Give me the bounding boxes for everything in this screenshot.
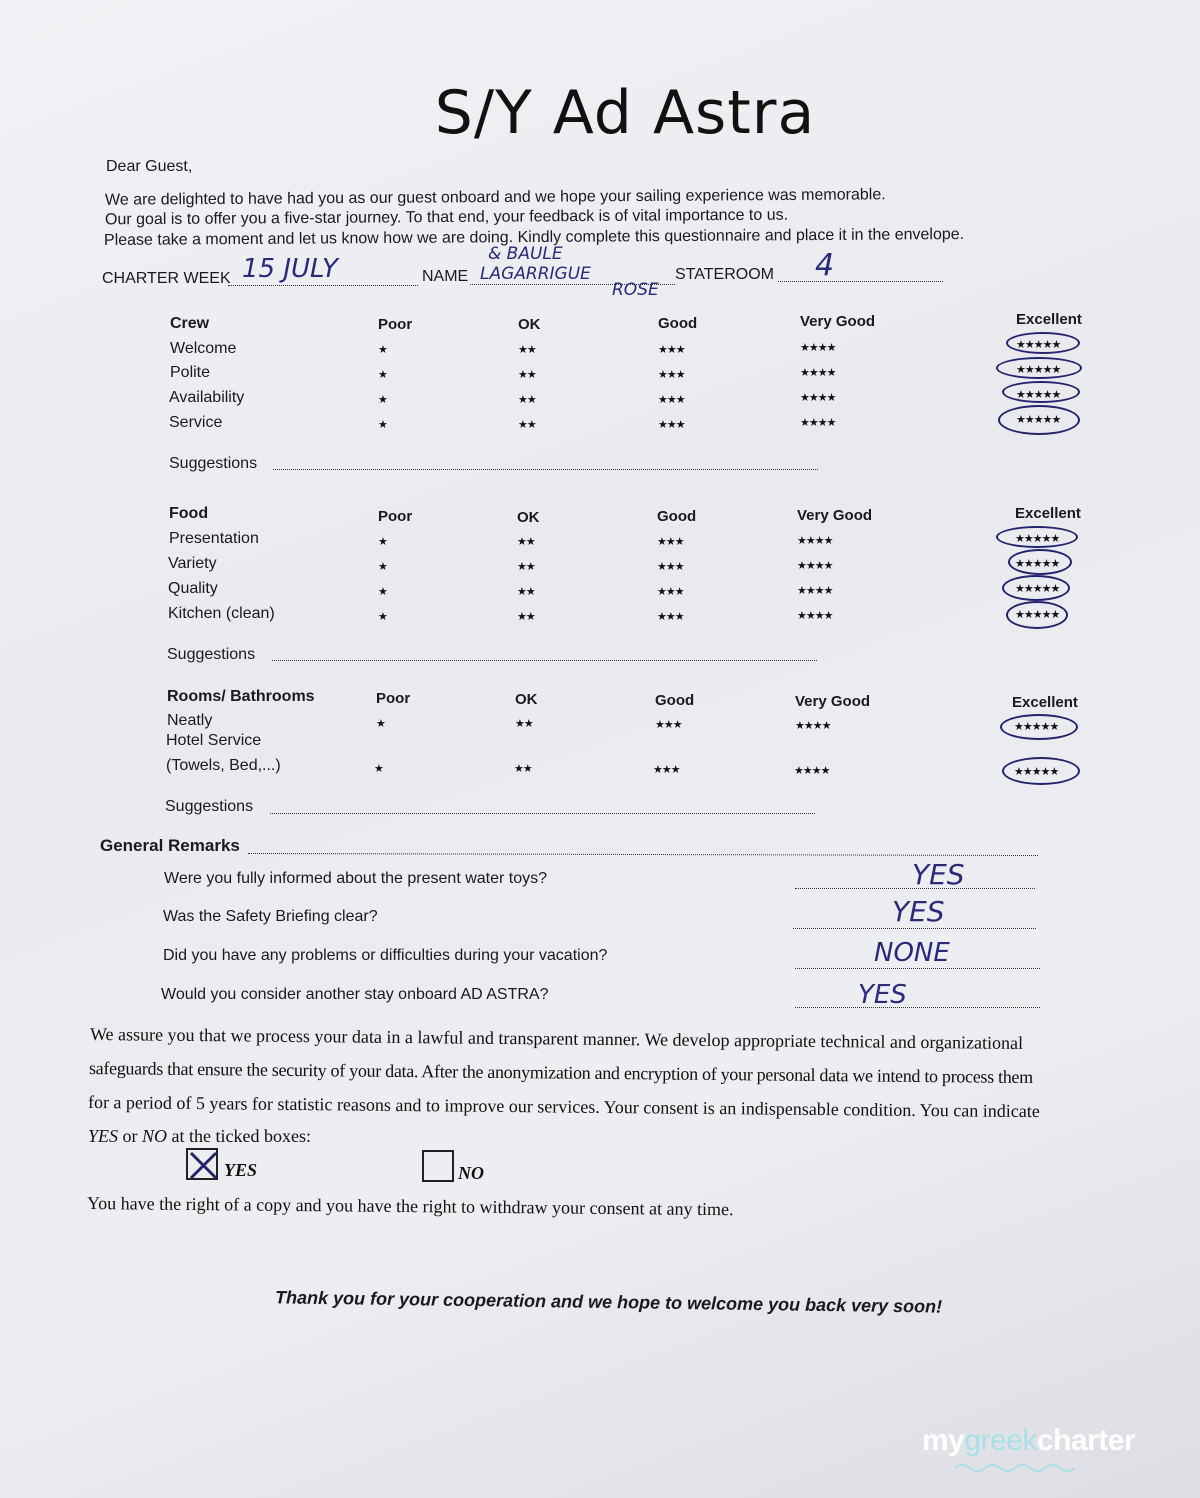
food-kitchen-selection-circle — [1006, 601, 1068, 629]
crew-availability-selection-circle — [1002, 381, 1080, 403]
crew-item-service: Service — [169, 414, 223, 431]
stateroom-value: 4 — [815, 248, 835, 283]
question-another-stay: Would you consider another stay onboard AD ASTRA? — [161, 986, 549, 1003]
name-value-line3: ROSE — [612, 280, 659, 300]
rooms-excellent-header: Excellent — [1012, 694, 1078, 711]
food-presentation-selection-circle — [996, 526, 1078, 548]
food-variety-selection-circle — [1008, 549, 1072, 575]
food-kitchen-good-stars: ★★★ — [657, 611, 684, 623]
food-variety-verygood-stars: ★★★★ — [797, 560, 833, 572]
food-variety-excellent-stars: ★★★★★ — [1015, 558, 1060, 570]
intro-line-3: Please take a moment and let us know how we are doing. Kindly complete this questionnaire and place it in the envelope. — [103, 225, 965, 250]
general-remarks-label: General Remarks — [100, 836, 240, 855]
stateroom-line — [778, 281, 943, 282]
crew-item-welcome: Welcome — [170, 340, 237, 357]
crew-suggestions-label: Suggestions — [169, 455, 258, 472]
food-good-header: Good — [657, 508, 697, 525]
food-quality-good-stars: ★★★ — [657, 586, 684, 598]
crew-service-verygood-stars: ★★★★ — [800, 417, 836, 429]
answer-another-stay: YES — [858, 980, 907, 1010]
rooms-neatly-verygood-stars: ★★★★ — [795, 720, 831, 732]
food-ok-header: OK — [517, 509, 540, 526]
consent-no-checkbox[interactable] — [422, 1150, 454, 1182]
food-quality-poor-stars: ★ — [378, 586, 387, 598]
rooms-neatly-good-stars: ★★★ — [655, 719, 682, 731]
closing-thanks: Thank you for your cooperation and we hope to welcome you back very soon! — [274, 1287, 943, 1317]
rooms-item-towels-bed: (Towels, Bed,...) — [166, 757, 281, 774]
crew-availability-excellent-stars: ★★★★★ — [1016, 389, 1061, 401]
rooms-neatly-ok-stars: ★★ — [515, 718, 533, 730]
question-water-toys: Were you fully informed about the present water toys? — [164, 870, 548, 887]
rooms-good-header: Good — [655, 692, 695, 709]
charter-week-label: CHARTER WEEK — [102, 270, 231, 287]
crew-polite-poor-stars: ★ — [378, 369, 387, 381]
rooms-neatly-excellent-stars: ★★★★★ — [1014, 721, 1059, 733]
food-kitchen-ok-stars: ★★ — [517, 611, 535, 623]
privacy-line-1: We assure you that we process your data in a lawful and transparent manner. We develop appropriate technical and organizational — [89, 1024, 1024, 1053]
crew-service-poor-stars: ★ — [378, 419, 387, 431]
food-heading: Food — [169, 505, 209, 522]
crew-polite-selection-circle — [996, 357, 1082, 379]
food-quality-verygood-stars: ★★★★ — [797, 585, 833, 597]
food-presentation-excellent-stars: ★★★★★ — [1015, 533, 1060, 545]
privacy-or-word: or — [118, 1126, 143, 1146]
crew-polite-good-stars: ★★★ — [658, 369, 685, 381]
rooms-neatly-selection-circle — [1000, 714, 1078, 740]
food-variety-ok-stars: ★★ — [517, 561, 535, 573]
crew-poor-header: Poor — [378, 316, 413, 333]
document-title: S/Y Ad Astra — [434, 78, 816, 148]
name-value-line1: & BAULE — [488, 244, 563, 264]
answer-safety-briefing: YES — [892, 895, 945, 928]
privacy-line-3: for a period of 5 years for statistic reasons and to improve our services. Your consent is an indispensable condition. You can indicate — [87, 1092, 1040, 1122]
crew-polite-verygood-stars: ★★★★ — [800, 367, 836, 379]
watermark-part-greek: greek — [964, 1424, 1037, 1457]
crew-excellent-header: Excellent — [1016, 311, 1082, 328]
food-item-variety: Variety — [168, 555, 217, 572]
crew-availability-good-stars: ★★★ — [658, 394, 685, 406]
answer-line-another-stay — [795, 1007, 1040, 1008]
name-value-line2: LAGARRIGUE — [480, 264, 591, 284]
rooms-suggestions-label: Suggestions — [165, 798, 254, 815]
food-quality-excellent-stars: ★★★★★ — [1015, 583, 1060, 595]
crew-availability-poor-stars: ★ — [378, 394, 387, 406]
crew-suggestions-line — [273, 469, 818, 470]
food-poor-header: Poor — [378, 508, 413, 525]
crew-service-good-stars: ★★★ — [658, 419, 685, 431]
crew-ok-header: OK — [518, 316, 541, 333]
crew-polite-ok-stars: ★★ — [518, 369, 536, 381]
mygreekcharter-watermark — [922, 1424, 1135, 1458]
food-item-kitchen: Kitchen (clean) — [168, 605, 275, 622]
crew-heading: Crew — [170, 315, 210, 332]
food-quality-ok-stars: ★★ — [517, 586, 535, 598]
greeting: Dear Guest, — [106, 158, 193, 175]
food-suggestions-line — [272, 660, 817, 661]
rooms-poor-header: Poor — [376, 690, 411, 707]
rooms-hotel-selection-circle — [1002, 757, 1080, 785]
consent-yes-checkbox[interactable] — [186, 1148, 218, 1180]
privacy-line-4 — [88, 1126, 311, 1147]
answer-problems: NONE — [874, 938, 950, 968]
crew-welcome-excellent-stars: ★★★★★ — [1016, 339, 1061, 351]
crew-welcome-poor-stars: ★ — [378, 344, 387, 356]
crew-good-header: Good — [658, 315, 698, 332]
rooms-hotel-excellent-stars: ★★★★★ — [1014, 766, 1059, 778]
crew-service-excellent-stars: ★★★★★ — [1016, 414, 1061, 426]
rooms-heading: Rooms/ Bathrooms — [167, 688, 315, 705]
food-quality-selection-circle — [1002, 575, 1070, 601]
rooms-hotel-poor-stars: ★ — [374, 763, 383, 775]
crew-service-selection-circle — [998, 405, 1080, 435]
rooms-hotel-verygood-stars: ★★★★ — [794, 765, 830, 777]
privacy-yes-word: YES — [88, 1126, 119, 1146]
crew-polite-excellent-stars: ★★★★★ — [1016, 364, 1061, 376]
crew-availability-verygood-stars: ★★★★ — [800, 392, 836, 404]
rooms-hotel-ok-stars: ★★ — [514, 763, 532, 775]
food-item-presentation: Presentation — [169, 530, 259, 547]
privacy-line4-rest: at the ticked boxes: — [167, 1126, 311, 1146]
food-variety-poor-stars: ★ — [378, 561, 387, 573]
food-presentation-good-stars: ★★★ — [657, 536, 684, 548]
rooms-ok-header: OK — [515, 691, 538, 708]
food-suggestions-label: Suggestions — [167, 646, 256, 663]
intro-line-1: We are delighted to have had you as our guest onboard and we hope your sailing experience was memorable. — [104, 186, 886, 209]
consent-no-label: NO — [458, 1163, 484, 1183]
crew-welcome-verygood-stars: ★★★★ — [800, 342, 836, 354]
crew-very-good-header: Very Good — [800, 313, 876, 330]
charter-week-value: 15 JULY — [242, 254, 338, 284]
watermark-part-charter: charter — [1036, 1424, 1136, 1457]
stateroom-label: STATEROOM — [675, 266, 774, 283]
charter-week-line — [228, 285, 418, 286]
question-problems: Did you have any problems or difficulties during your vacation? — [163, 947, 608, 964]
rooms-neatly-poor-stars: ★ — [376, 718, 385, 730]
question-safety-briefing: Was the Safety Briefing clear? — [163, 908, 378, 925]
rooms-very-good-header: Very Good — [795, 693, 871, 710]
food-variety-good-stars: ★★★ — [657, 561, 684, 573]
name-label: NAME — [422, 268, 469, 285]
check-x-icon — [188, 1150, 220, 1182]
answer-line-problems — [795, 968, 1040, 969]
crew-welcome-ok-stars: ★★ — [518, 344, 536, 356]
privacy-rights: You have the right of a copy and you have the right to withdraw your consent at any time. — [86, 1193, 734, 1220]
food-presentation-ok-stars: ★★ — [517, 536, 535, 548]
crew-welcome-good-stars: ★★★ — [658, 344, 685, 356]
food-item-quality: Quality — [168, 580, 218, 597]
food-presentation-verygood-stars: ★★★★ — [797, 535, 833, 547]
general-remarks-line — [248, 853, 1038, 856]
rooms-item-hotel-service: Hotel Service — [166, 732, 262, 749]
privacy-line-2: safeguards that ensure the security of your data. After the anonymization and encryption of your personal data we intend to process them — [88, 1058, 1033, 1088]
rooms-hotel-good-stars: ★★★ — [653, 764, 680, 776]
crew-service-ok-stars: ★★ — [518, 419, 536, 431]
food-excellent-header: Excellent — [1015, 505, 1081, 522]
answer-line-safety-briefing — [793, 928, 1036, 929]
watermark-wave-icon — [955, 1462, 1075, 1474]
crew-welcome-selection-circle — [1006, 332, 1080, 354]
food-kitchen-poor-stars: ★ — [378, 611, 387, 623]
crew-item-availability: Availability — [169, 389, 245, 406]
food-kitchen-excellent-stars: ★★★★★ — [1015, 609, 1060, 621]
watermark-part-my: my — [922, 1424, 965, 1457]
answer-water-toys: YES — [912, 858, 965, 891]
food-presentation-poor-stars: ★ — [378, 536, 387, 548]
consent-yes-label: YES — [224, 1160, 258, 1180]
food-very-good-header: Very Good — [797, 507, 873, 524]
rooms-suggestions-line — [270, 813, 815, 814]
crew-item-polite: Polite — [170, 364, 211, 381]
privacy-no-word: NO — [142, 1126, 168, 1146]
intro-line-2: Our goal is to offer you a five-star journey. To that end, your feedback is of vital importance to us. — [104, 206, 789, 229]
food-kitchen-verygood-stars: ★★★★ — [797, 610, 833, 622]
crew-availability-ok-stars: ★★ — [518, 394, 536, 406]
rooms-item-neatly: Neatly — [167, 712, 213, 729]
